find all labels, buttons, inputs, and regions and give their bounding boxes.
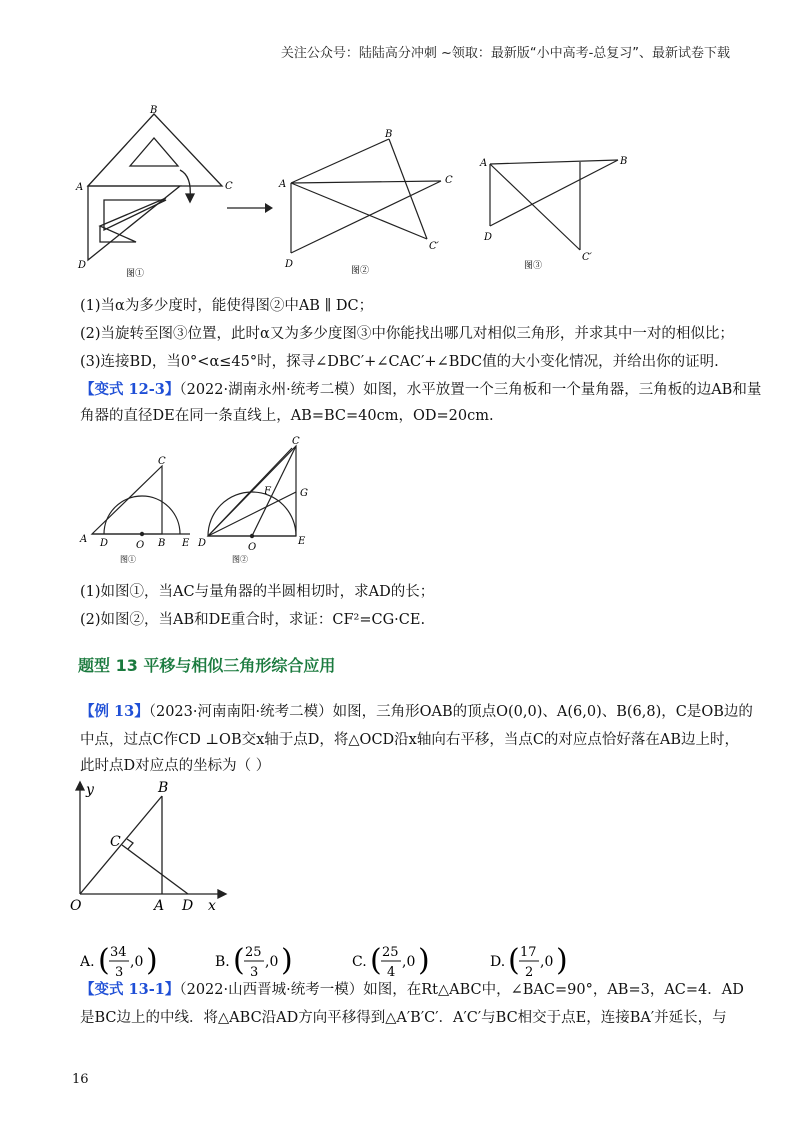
f1-label-a: A bbox=[76, 182, 84, 193]
figure-1 bbox=[70, 100, 250, 280]
f4-label-d: D bbox=[100, 538, 109, 549]
svg-text:): ) bbox=[556, 943, 568, 978]
f2-label-a: A bbox=[279, 179, 287, 190]
question-1: (1)当α为多少度时，能使得图②中AB ∥ DC； bbox=[80, 298, 374, 314]
svg-text:(: ( bbox=[233, 943, 245, 978]
right-arrow-icon bbox=[225, 200, 275, 216]
option-b-num: 25 bbox=[245, 945, 262, 960]
option-b-label: B. bbox=[215, 954, 230, 970]
f3-label-b: B bbox=[620, 156, 628, 167]
f3-label-d: D bbox=[484, 232, 493, 243]
figure-6 bbox=[68, 776, 238, 916]
option-a-tail: ,0 bbox=[130, 954, 144, 970]
f6-label-x: x bbox=[208, 898, 216, 914]
f6-label-d: D bbox=[182, 898, 194, 914]
variant-12-3-tag: 【变式 12-3】 bbox=[80, 381, 180, 398]
f2-label-b: B bbox=[385, 129, 393, 140]
page-number: 16 bbox=[72, 1072, 89, 1087]
question-2: (2)当旋转至图③位置，此时α又为多少度图③中你能找出哪几对相似三角形，并求其中一对的相似比； bbox=[80, 326, 734, 342]
svg-text:): ) bbox=[146, 943, 158, 978]
page-header: 关注公众号：陆陆高分冲刺 ~领取：最新版“小中高考-总复习”、最新试卷下载 bbox=[280, 46, 730, 61]
svg-text:): ) bbox=[281, 943, 293, 978]
f1-label-b: B bbox=[150, 105, 158, 116]
figure-2 bbox=[275, 125, 460, 280]
f6-label-b: B bbox=[158, 780, 169, 796]
option-d-num: 17 bbox=[520, 945, 537, 960]
f4-label-o: O bbox=[136, 540, 145, 551]
figure-4 bbox=[78, 450, 198, 568]
f6-label-c: C bbox=[110, 834, 121, 850]
f2-label-d: D bbox=[285, 259, 294, 270]
example-13-line1 bbox=[80, 702, 753, 722]
f1-label-d: D bbox=[78, 260, 87, 271]
figure-3 bbox=[478, 150, 638, 275]
option-a-label: A. bbox=[80, 954, 95, 970]
f5-label-f: F bbox=[264, 486, 271, 497]
f1-caption: 图① bbox=[126, 269, 145, 279]
svg-text:(: ( bbox=[508, 943, 520, 978]
svg-text:(: ( bbox=[370, 943, 382, 978]
option-b-tail: ,0 bbox=[265, 954, 279, 970]
f4-label-c: C bbox=[158, 456, 166, 467]
variant-12-3-question-1: (1)如图①，当AC与量角器的半圆相切时，求AD的长； bbox=[80, 584, 435, 600]
variant-13-1-line1 bbox=[80, 980, 744, 1000]
option-d-label: D. bbox=[490, 954, 506, 970]
f6-label-y: y bbox=[86, 782, 94, 798]
example-13-tag: 【例 13】 bbox=[80, 703, 149, 720]
f2-label-c: C bbox=[445, 175, 453, 186]
variant-13-1-text1: （2022·山西晋城·统考一模）如图，在Rt△ABC中，∠BAC=90°，AB=3，AC=4．AD bbox=[179, 982, 744, 998]
option-c-den: 4 bbox=[387, 965, 396, 980]
option-c-tail: ,0 bbox=[402, 954, 416, 970]
variant-12-3-question-2: (2)如图②，当AB和DE重合时，求证：CF²=CG·CE. bbox=[80, 612, 426, 628]
f3-label-cprime: C′ bbox=[582, 252, 592, 263]
variant-13-1-line2: 是BC边上的中线．将△ABC沿AD方向平移得到△A′B′C′．A′C′与BC相交于点E，连接BA′并延长，与 bbox=[80, 1010, 727, 1026]
f5-label-g: G bbox=[300, 488, 308, 499]
f4-label-a: A bbox=[80, 534, 88, 545]
f2-label-cprime: C′ bbox=[429, 241, 439, 252]
svg-text:): ) bbox=[418, 943, 430, 978]
f5-label-c: C bbox=[292, 436, 300, 447]
f6-label-a: A bbox=[154, 898, 165, 914]
f6-label-o: O bbox=[70, 898, 82, 914]
example-13-text1: （2023·河南南阳·统考二模）如图，三角形OAB的顶点O(0,0)、A(6,0)、B(6,8)，C是OB边的 bbox=[148, 704, 753, 720]
variant-12-3-text1: （2022·湖南永州·统考二模）如图，水平放置一个三角板和一个量角器，三角板的边AB和量 bbox=[179, 382, 762, 398]
f5-caption: 图② bbox=[232, 555, 248, 564]
example-13-line3: 此时点D对应点的坐标为（ ） bbox=[80, 758, 271, 774]
f5-label-o: O bbox=[248, 542, 257, 553]
f5-label-e: E bbox=[298, 536, 306, 547]
svg-text:(: ( bbox=[98, 943, 110, 978]
f2-caption: 图② bbox=[351, 266, 370, 276]
f1-label-c: C bbox=[225, 181, 233, 192]
f4-label-e: E bbox=[182, 538, 190, 549]
f3-label-a: A bbox=[480, 158, 488, 169]
option-d-tail: ,0 bbox=[540, 954, 554, 970]
option-b-den: 3 bbox=[250, 965, 259, 980]
f4-label-b: B bbox=[158, 538, 166, 549]
option-c-label: C. bbox=[352, 954, 367, 970]
f4-caption: 图① bbox=[120, 555, 136, 564]
option-a-den: 3 bbox=[115, 965, 124, 980]
option-d-den: 2 bbox=[525, 965, 534, 980]
figure-5 bbox=[196, 432, 321, 568]
section-title-13: 题型 13 平移与相似三角形综合应用 bbox=[78, 656, 336, 675]
question-3: (3)连接BD，当0°<α≤45°时，探寻∠DBC′+∠CAC′+∠BDC值的大小变化情况，并给出你的证明. bbox=[80, 354, 719, 370]
variant-12-3-line1 bbox=[80, 380, 762, 400]
variant-13-1-tag: 【变式 13-1】 bbox=[80, 981, 180, 998]
example-13-line2: 中点，过点C作CD ⊥OB交x轴于点D，将△OCD沿x轴向右平移，当点C的对应点恰好落在AB边上时， bbox=[80, 732, 740, 748]
f3-caption: 图③ bbox=[524, 261, 543, 271]
variant-12-3-line2: 角器的直径DE在同一条直线上，AB=BC=40cm，OD=20cm. bbox=[80, 408, 494, 424]
option-c-num: 25 bbox=[382, 945, 399, 960]
option-a-num: 34 bbox=[110, 945, 127, 960]
f5-label-d: D bbox=[198, 538, 207, 549]
